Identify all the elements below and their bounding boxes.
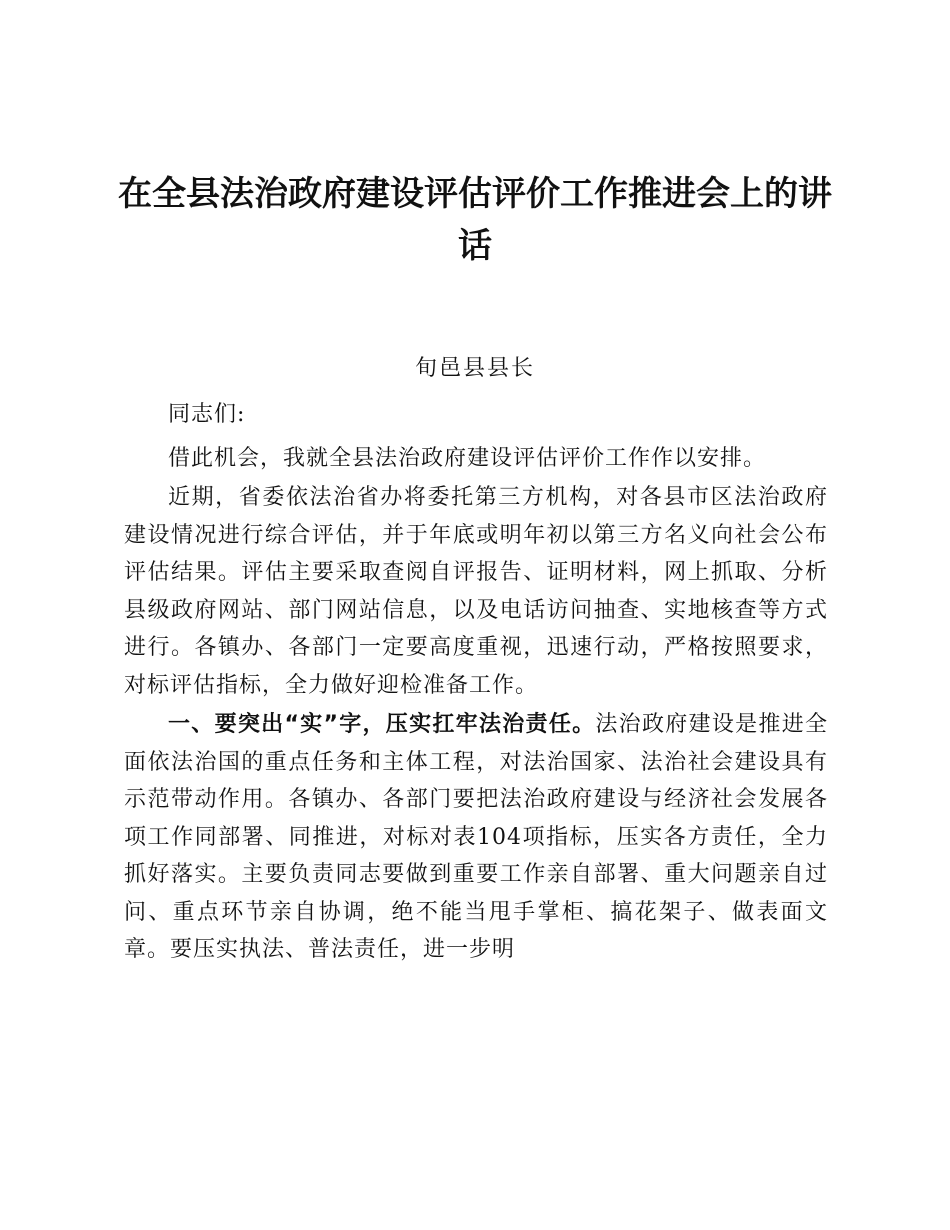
paragraph-1: 借此机会，我就全县法治政府建设评估评价工作作以安排。 — [168, 445, 767, 471]
document-title: 在全县法治政府建设评估评价工作推进会上的讲话 — [118, 174, 832, 266]
paragraph-3 — [124, 706, 828, 969]
section-heading-1: 一、要突出“实”字，压实扛牢法治责任。 — [168, 712, 596, 737]
paragraph-3-body: 法治政府建设是推进全面依法治国的重点任务和主体工程，对法治国家、法治社会建设具有示范带动作用。各镇办、各部门要把法治政府建设与经济社会发展各项工作同部署、同推进，对标对表104项指标，压实各方责任，全力抓好落实。主要负责同志要做到重要工作亲自部署、重大问题亲自过问、重点环节亲自协调，绝不能当甩手掌柜、搞花架子、做表面文章。要压实执法、普法责任，进一步明 — [124, 712, 828, 962]
paragraph-2: 近期，省委依法治省办将委托第三方机构，对各县市区法治政府建设情况进行综合评估，并于年底或明年初以第三方名义向社会公布评估结果。评估主要采取查阅自评报告、证明材料，网上抓取、分析县级政府网站、部门网站信息，以及电话访问抽查、实地核查等方式进行。各镇办、各部门一定要高度重视，迅速行动，严格按照要求，对标评估指标，全力做好迎检准备工作。 — [124, 485, 828, 698]
document-body — [124, 396, 828, 969]
author-line: 旬邑县县长 — [414, 356, 535, 381]
salutation: 同志们: — [168, 402, 246, 427]
